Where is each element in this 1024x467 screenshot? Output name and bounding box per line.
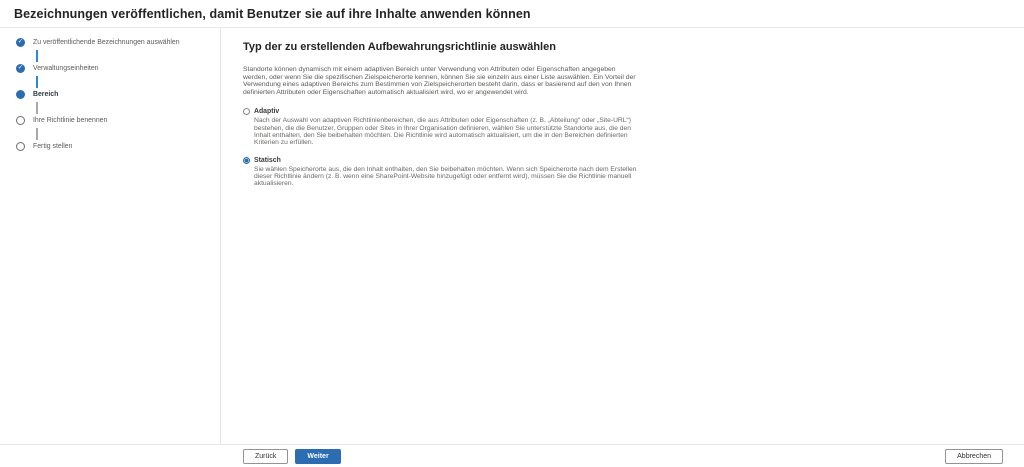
static-description: Sie wählen Speicherorte aus, die den Inhalt enthalten, den Sie beibehalten möchten. Wenn sich Speicherorte nach dem Erstellen dieser Richtlinie ändern (z. B. wenn eine SharePoint-Website hinzugefügt oder entfernt wird), müssen Sie die Richtlinie manuell aktualisieren. — [254, 165, 637, 188]
option-static — [243, 157, 640, 188]
static-radio-label[interactable]: Statisch — [254, 156, 281, 164]
check-icon: ✓ — [17, 38, 24, 46]
step-label: Bereich — [33, 91, 59, 98]
option-adaptive — [243, 108, 640, 146]
adaptive-description: Nach der Auswahl von adaptiven Richtlinienbereichen, die aus Attributen oder Eigenschaften (z. B. „Abteilung“ oder „Site-URL“) bestehen, die die Benutzer, Gruppen oder Sites in Ihrer Organisation definieren, wählen Sie unterstützte Standorte aus, die den Inhalt enthalten, den Sie beibehalten möchten. Die Richtlinie wird automatisch aktualisiert, um die in den Bereichen definierten Kriterien zu erfüllen. — [254, 117, 631, 147]
page-title: Bezeichnungen veröffentlichen, damit Benutzer sie auf ihre Inhalte anwenden können — [14, 6, 531, 21]
section-heading: Typ der zu erstellenden Aufbewahrungsrichtlinie auswählen — [243, 41, 556, 53]
step-label: Zu veröffentlichende Bezeichnungen auswählen — [33, 39, 180, 46]
wizard-step-verwaltungseinheiten[interactable] — [16, 63, 220, 74]
next-button[interactable]: Weiter — [295, 449, 340, 464]
step-connector — [36, 50, 38, 62]
step-label: Fertig stellen — [33, 143, 73, 150]
wizard-step-fertig-stellen[interactable] — [16, 141, 220, 152]
wizard-steps-sidebar — [0, 28, 221, 444]
wizard-footer — [0, 444, 1024, 467]
adaptive-radio[interactable] — [243, 108, 250, 115]
static-radio[interactable] — [243, 157, 250, 164]
wizard-content — [221, 28, 640, 444]
step-connector — [36, 128, 38, 140]
step-label: Ihre Richtlinie benennen — [33, 117, 108, 124]
step-pending-icon — [16, 116, 25, 125]
wizard-step-richtlinie-benennen[interactable] — [16, 115, 220, 126]
cancel-button[interactable]: Abbrechen — [945, 449, 1003, 464]
wizard-step-labels-auswaehlen[interactable] — [16, 37, 220, 48]
step-label: Verwaltungseinheiten — [33, 65, 99, 72]
step-pending-icon — [16, 142, 25, 151]
step-completed-icon — [16, 64, 25, 73]
static-radio-row[interactable] — [243, 157, 640, 164]
step-connector — [36, 102, 38, 114]
wizard-header — [0, 0, 1024, 28]
wizard-step-bereich[interactable] — [16, 89, 220, 100]
check-icon: ✓ — [17, 64, 24, 72]
step-current-icon — [16, 90, 25, 99]
adaptive-radio-row[interactable] — [243, 108, 640, 115]
step-connector — [36, 76, 38, 88]
adaptive-radio-label[interactable]: Adaptiv — [254, 108, 280, 116]
step-completed-icon — [16, 38, 25, 47]
policy-type-radio-group — [243, 108, 640, 187]
back-button[interactable]: Zurück — [243, 449, 288, 464]
section-description: Standorte können dynamisch mit einem adaptiven Bereich unter Verwendung von Attributen oder Eigenschaften angegeben werden, oder wenn Sie die spezifischen Zielspeicherorte kennen, können Sie sie einzeln aus einer Liste auswählen. Ein Vorteil der Verwendung eines adaptiven Bereichs zum Bestimmen von Zielspeicherorten besteht darin, dass er basierend auf den von Ihnen definierten Attributen oder Eigenschaften automatisch aktualisiert wird, wo er angewendet wird. — [243, 66, 636, 96]
